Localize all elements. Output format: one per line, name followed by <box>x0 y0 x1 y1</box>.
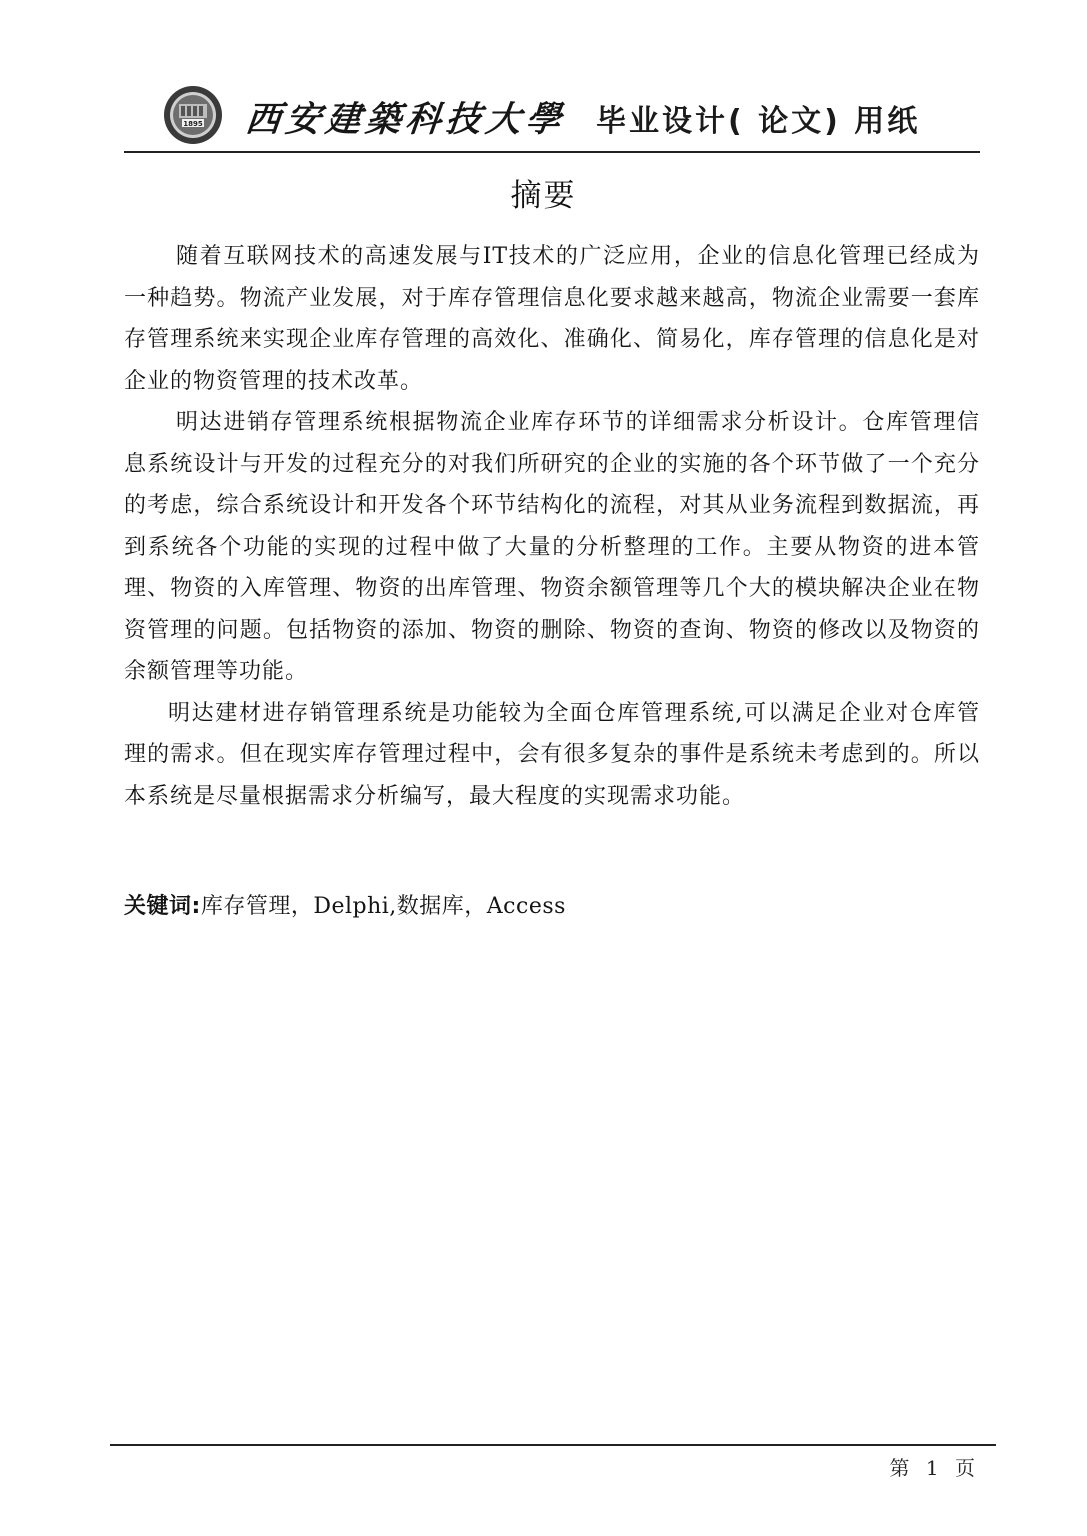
seal-year: 1895 <box>183 120 203 128</box>
page-number: 第 1 页 <box>889 1456 975 1480</box>
page-header <box>124 78 980 152</box>
abstract-body <box>124 236 980 817</box>
footer-divider <box>110 1444 996 1446</box>
paper-type-label: 毕业设计( 论文) 用纸 <box>596 104 921 139</box>
keywords-line <box>124 889 566 920</box>
university-name: 西安建築科技大學 <box>243 99 568 140</box>
university-seal-icon <box>162 84 224 146</box>
abstract-paragraph-1: 随着互联网技术的高速发展与IT技术的广泛应用，企业的信息化管理已经成为一种趋势。物流产业发展，对于库存管理信息化要求越来越高，物流企业需要一套库存管理系统来实现企业库存管理的高效化、准确化、简易化，库存管理的信息化是对企业的物资管理的技术改革。 <box>124 244 980 394</box>
keywords-value: 库存管理，Delphi,数据库，Access <box>200 894 566 919</box>
page-title: 摘要 <box>510 178 577 214</box>
abstract-paragraph-2: 明达进销存管理系统根据物流企业库存环节的详细需求分析设计。仓库管理信息系统设计与开发的过程充分的对我们所研究的企业的实施的各个环节做了一个充分的考虑，综合系统设计和开发各个环节结构化的流程，对其从业务流程到数据流，再到系统各个功能的实现的过程中做了大量的分析整理的工作。主要从物资的进本管理、物资的入库管理、物资的出库管理、物资余额管理等几个大的模块解决企业在物资管理的问题。包括物资的添加、物资的删除、物资的查询、物资的修改以及物资的余额管理等功能。 <box>124 410 980 684</box>
keywords-label: 关键词: <box>124 894 201 919</box>
header-divider <box>124 151 980 153</box>
abstract-paragraph-3: 明达建材进存销管理系统是功能较为全面仓库管理系统,可以满足企业对仓库管理的需求。但在现实库存管理过程中，会有很多复杂的事件是系统未考虑到的。所以本系统是尽量根据需求分析编写，最大程度的实现需求功能。 <box>124 700 980 809</box>
